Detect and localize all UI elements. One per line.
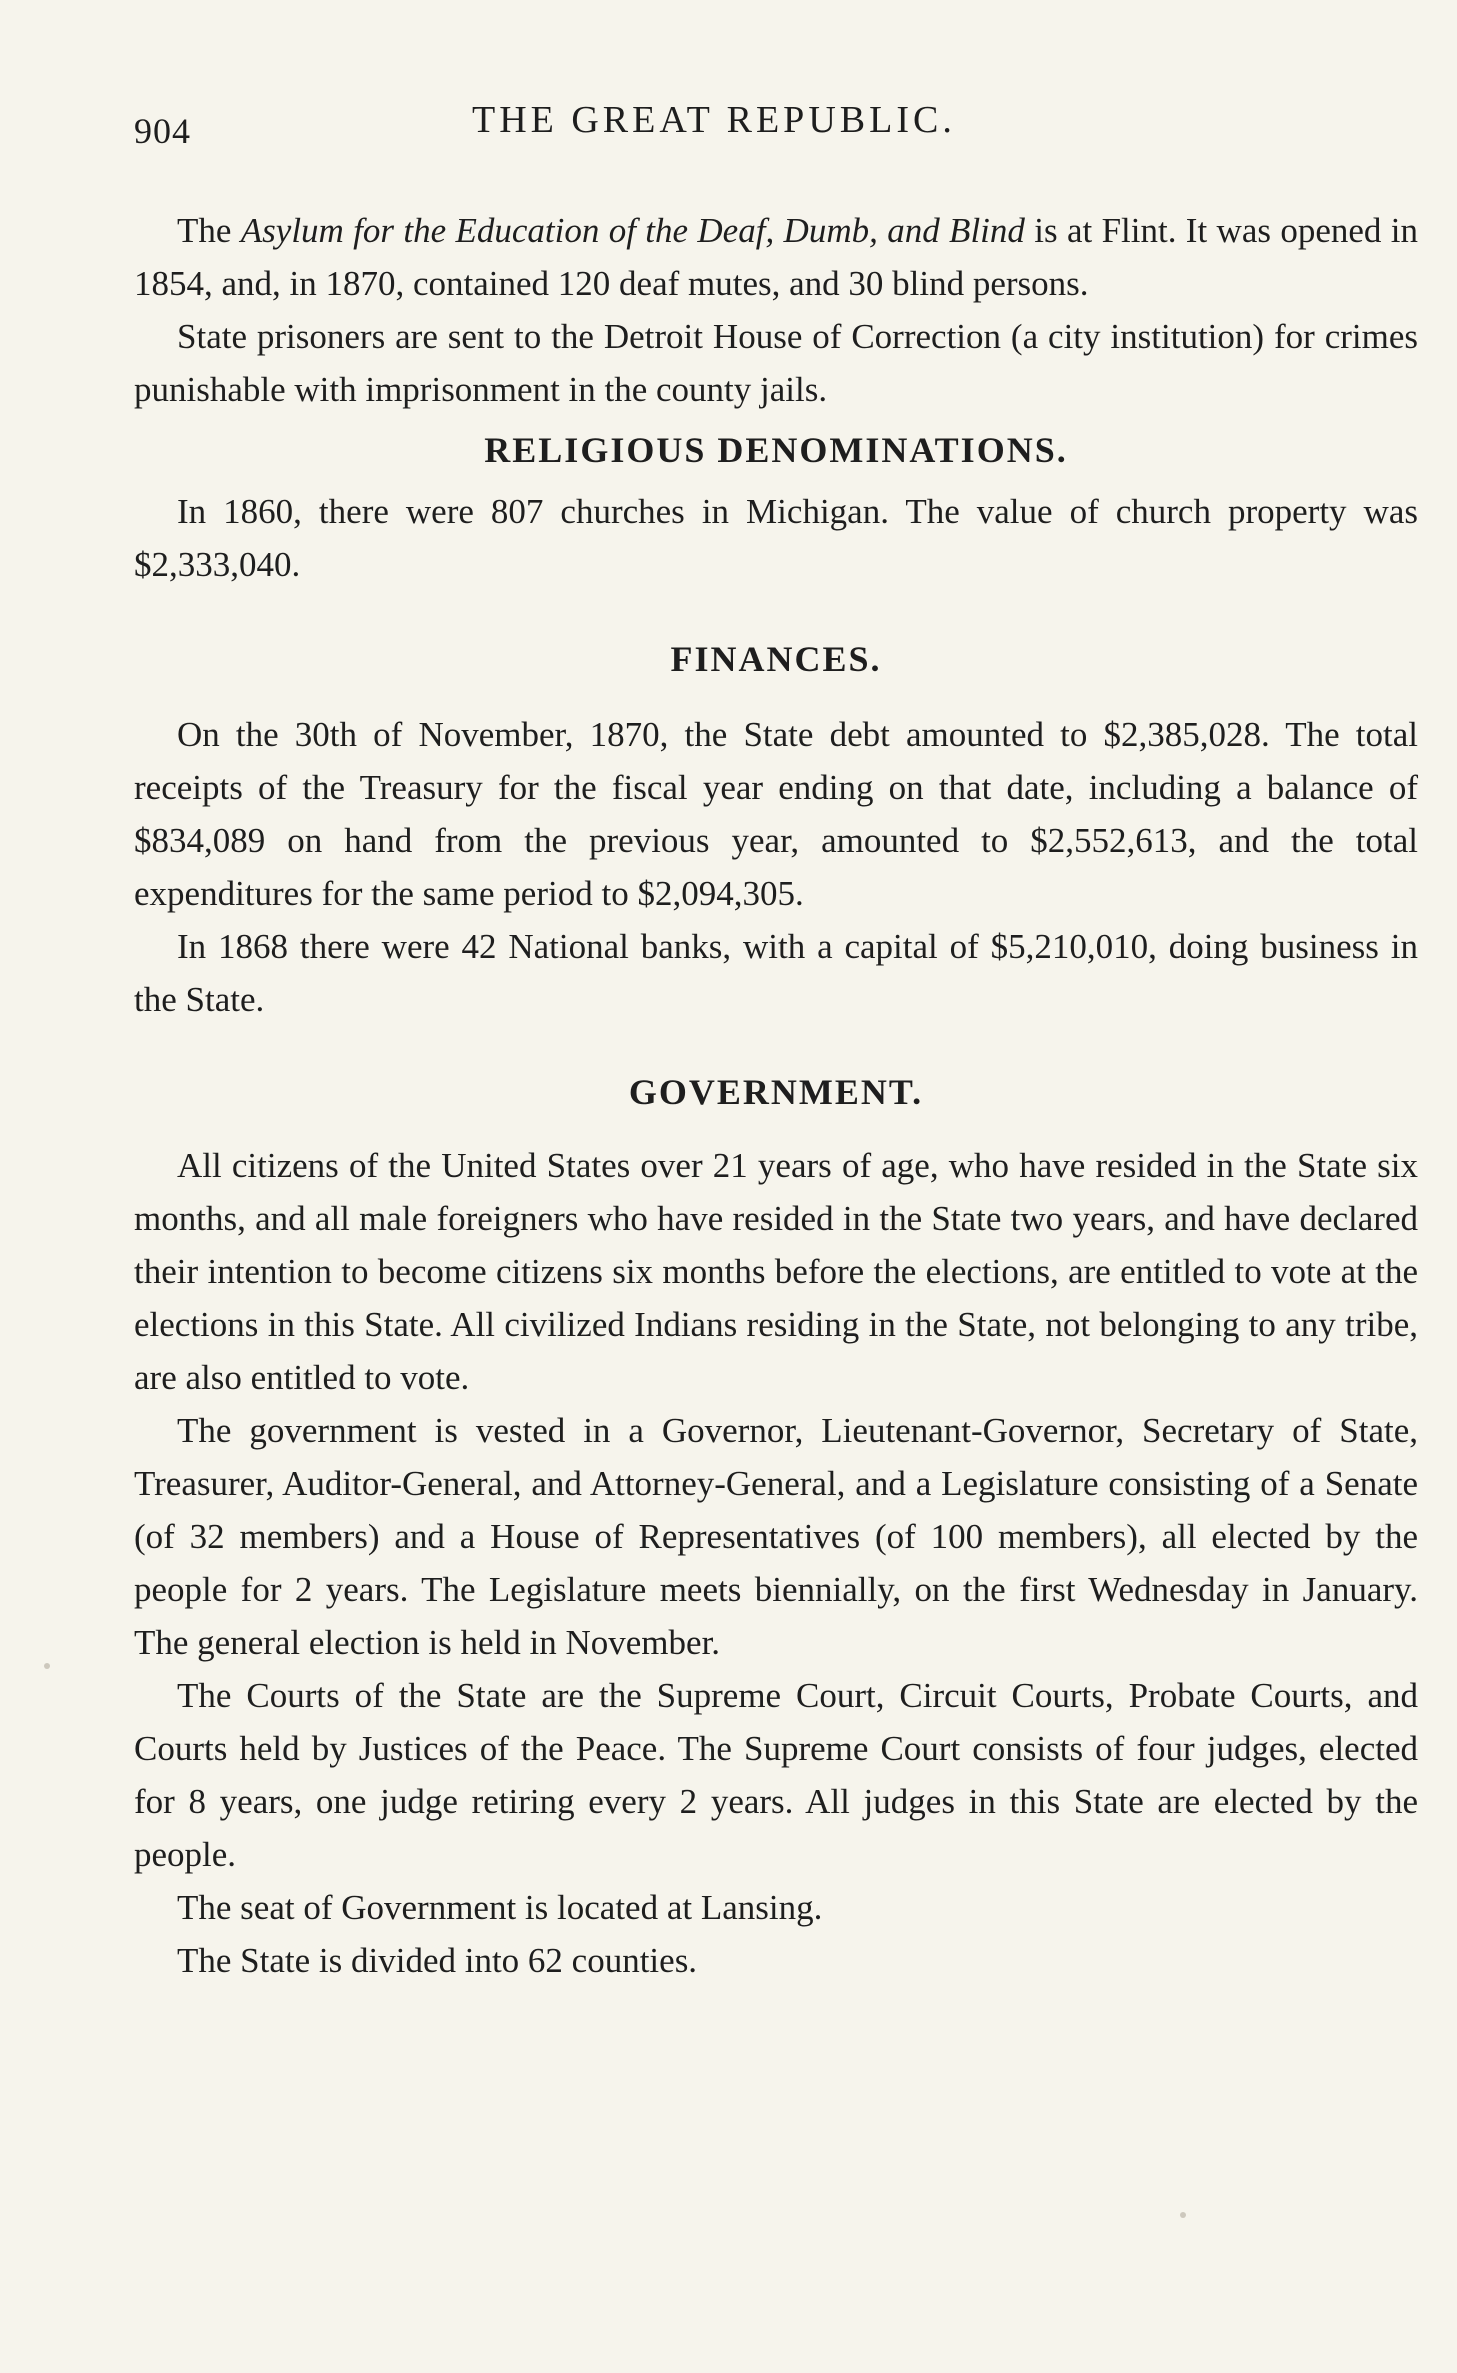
government-heading: GOVERNMENT. [628,1072,924,1112]
running-head [134,92,1417,158]
religious-heading: RELIGIOUS DENOMINATIONS. [484,430,1068,470]
page-body [134,204,1418,1987]
asylum-name: Asylum for the Education of the Deaf, Dumb, and Blind [240,211,1025,250]
government-paragraph: The government is vested in a Governor, Lieutenant-Governor, Secretary of State, Treasurer, Auditor-General, and Attorney-General, and a Legislature consisting of a Senate (of 32 members) and a House of Representatives (of 100 members), all elected by the people for 2 years. The Legislature meets biennially, on the first Wednesday in January. The general election is held in November. [134,1411,1418,1662]
paper-speck [44,1663,50,1669]
closing-lines [134,1881,1418,1987]
counties-paragraph: The State is divided into 62 counties. [177,1941,698,1980]
asylum-paragraph-prefix: The [177,211,232,250]
finances-section [134,633,1418,1026]
asylum-section [134,204,1418,416]
banks-paragraph: In 1868 there were 42 National banks, with a capital of $5,210,010, doing business in the State. [134,927,1418,1019]
finances-paragraph: On the 30th of November, 1870, the State debt amounted to $2,385,028. The total receipts of the Treasury for the fiscal year ending on that date, including a balance of $834,089 on hand from the previous year, amounted to $2,552,613, and the total expenditures for the same period to $2,094,305. [134,715,1418,913]
page-number: 904 [134,111,191,151]
finances-heading: FINANCES. [670,639,882,679]
paper-speck [1180,2212,1186,2218]
prisoners-paragraph: State prisoners are sent to the Detroit House of Correction (a city institution) for crimes punishable with imprisonment in the county jails. [134,317,1418,409]
religious-paragraph: In 1860, there were 807 churches in Michigan. The value of church property was $2,333,040. [134,492,1418,584]
asylum-paragraph-text: is at Flint. It was opened in 1854, and, in 1870, contained 120 deaf mutes, and 30 blind persons. [134,211,1418,303]
seat-paragraph: The seat of Government is located at Lansing. [177,1888,823,1927]
voting-paragraph: All citizens of the United States over 21 years of age, who have resided in the State six months, and all male foreigners who have resided in the State two years, and have declared their intention to become citizens six months before the elections, are entitled to vote at the elections in this State. All civilized Indians residing in the State, not belonging to any tribe, are also entitled to vote. [134,1146,1418,1397]
asylum-paragraph [134,204,1418,310]
running-title: THE GREAT REPUBLIC. [472,99,956,141]
religious-section [134,424,1418,591]
government-section [134,1066,1418,1987]
courts-paragraph: The Courts of the State are the Supreme Court, Circuit Courts, Probate Courts, and Courts held by Justices of the Peace. The Supreme Court consists of four judges, elected for 8 years, one judge retiring every 2 years. All judges in this State are elected by the people. [134,1676,1418,1874]
